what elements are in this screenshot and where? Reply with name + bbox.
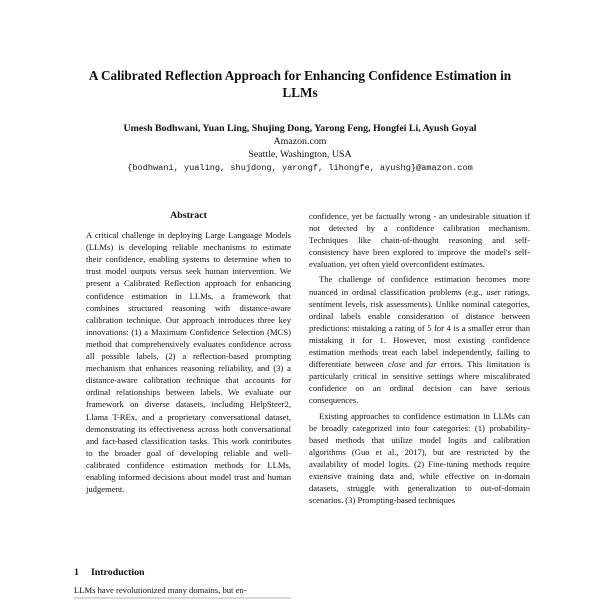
location: Seattle, Washington, USA <box>248 149 352 161</box>
emphasis-close: close <box>387 359 406 370</box>
right-column <box>309 210 530 506</box>
paragraph-ordinal-part-b: errors. This limitation is particularly critical in sensitive settings where miscalibrated confidence on an ordinal decision can have serious consequences. <box>309 359 530 406</box>
abstract-section <box>86 210 291 495</box>
paragraph-ordinal <box>309 273 530 406</box>
author-names: Umesh Bodhwani, Yuan Ling, Shujing Dong, Yarong Feng, Hongfei Li, Ayush Goyal <box>123 123 477 134</box>
paragraph-ordinal-part-a: The challenge of confidence estimation becomes more nuanced in ordinal classification problems (e.g., user ratings, sentiment levels, risk assessments). Unlike nominal categories, ordinal labels enable consideration of distance between predictions: mistaking a rating of 5 for 4 is a smaller error than mistaking it for 1. However, most existing confidence estimation methods treat each label independently, failing to differentiate between <box>309 274 530 370</box>
paragraph-ordinal-and: and <box>405 359 427 370</box>
cut-off-text-line <box>74 596 291 600</box>
abstract-paragraph: A critical challenge in deploying Large Language Models (LLMs) is developing reliable mechanisms to estimate their confidence, enabling systems to determine when to trust model outputs versus seek human intervention. We present a Calibrated Reflection approach for enhancing confidence estimation in LLMs, a framework that combines structured reasoning with distance-aware calibration technique. Our approach introduces three key innovations: (1) a Maximum Confidence Selection (MCS) method that comprehensively evaluates confidence across all possible labels, (2) a reflection-based prompting mechanism that enhances reasoning reliability, and (3) a distance-aware calibration technique that accounts for ordinal relationships between labels. We evaluate our framework on diverse datasets, including HelpSteer2, Llama T-REx, and a proprietary conversational dataset, demonstrating its effectiveness across both conversational and fact-based classification tasks. This work contributes to the broader goal of developing reliable and well-calibrated confidence estimation methods for LLMs, enabling informed decisions about model trust and human judgement. <box>86 230 291 495</box>
introduction-first-line: LLMs have revolutionized many domains, but en- <box>74 585 247 595</box>
author-block <box>40 122 560 175</box>
paragraph-confidence: confidence, yet be factually wrong - an undesirable situation if not detected by a confidence calibration mechanism. Techniques like chain-of-thought reasoning and self-consistency have been explored to improve the model's self-evaluation, yet often yield overconfident estimates. <box>309 211 530 270</box>
abstract-text <box>86 229 291 495</box>
affiliation: Amazon.com <box>273 136 327 148</box>
abstract-heading: Abstract <box>170 210 207 221</box>
title-line-2: LLMs <box>282 85 318 100</box>
paper-title <box>60 67 540 101</box>
paragraph-existing-approaches: Existing approaches to confidence estimation in LLMs can be broadly categorized into four categories: (1) probability-based methods that utilize model logits and calibration algorithms (Guo et al., 2017), but are restricted by the availability of model logits. (2) Fine-tuning methods require extensive training data and, while effective on in-domain datasets, struggle with generalization to out-of-domain scenarios. (3) Prompting-based techniques <box>309 410 530 506</box>
section-heading-introduction <box>74 567 157 578</box>
emphasis-far: far <box>426 359 437 370</box>
title-line-1: A Calibrated Reflection Approach for Enhancing Confidence Estimation in <box>88 68 512 83</box>
section-title: Introduction <box>90 567 145 578</box>
section-number: 1 <box>74 567 79 578</box>
author-emails: {bodhwani, yualing, shujdong, yarongf, lihongfe, ayushg}@amazon.com <box>127 162 473 173</box>
